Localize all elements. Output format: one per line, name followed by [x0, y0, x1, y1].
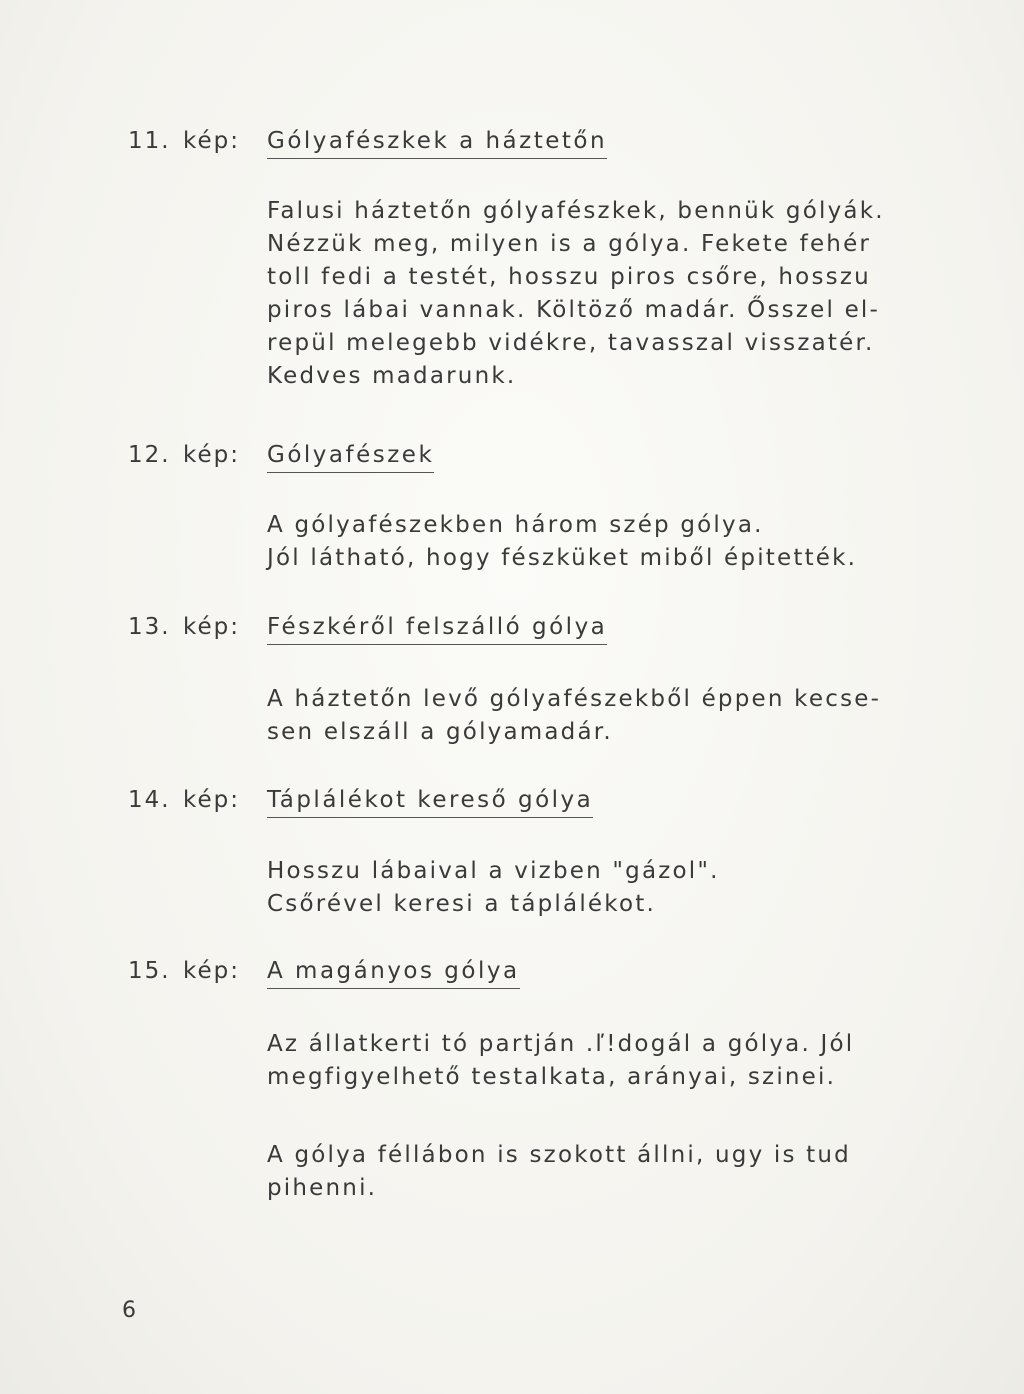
- entry-number: 14.: [128, 787, 171, 813]
- description-line: piros lábai vannak. Költöző madár. Ősszel el-: [267, 297, 881, 323]
- entry-label: kép:: [183, 128, 240, 154]
- page-number: 6: [122, 1298, 136, 1323]
- description-line: Az állatkerti tó partján .ľ!dogál a gólya. Jól: [267, 1031, 855, 1057]
- entry-number: 12.: [128, 442, 171, 468]
- entry-description: [267, 195, 907, 393]
- entry-label: kép:: [183, 787, 240, 813]
- entry-number: 13.: [128, 614, 171, 640]
- description-line: Kedves madarunk.: [267, 363, 517, 389]
- entry-title: Táplálékot kereső gólya: [267, 787, 593, 818]
- description-line-spacer: [267, 1094, 907, 1139]
- description-line: pihenni.: [267, 1175, 378, 1201]
- description-line: sen elszáll a gólyamadár.: [267, 719, 613, 745]
- description-line: Falusi háztetőn gólyafészkek, bennük gólyák.: [267, 198, 885, 224]
- description-line: Csőrével keresi a táplálékot.: [267, 891, 656, 917]
- description-line: A háztetőn levő gólyafészekből éppen kecse-: [267, 686, 882, 712]
- entry-label: kép:: [183, 958, 240, 984]
- entry-description: [267, 1028, 907, 1205]
- entry-number: 15.: [128, 958, 171, 984]
- entry-title: A magányos gólya: [267, 958, 520, 989]
- entry-label: kép:: [183, 614, 240, 640]
- entry-title: Gólyafészek: [267, 442, 434, 473]
- entry-number: 11.: [128, 128, 171, 154]
- description-line: repül melegebb vidékre, tavasszal visszatér.: [267, 330, 875, 356]
- entry-description: [267, 509, 907, 575]
- description-line: Jól látható, hogy fészküket miből épitették.: [267, 545, 858, 571]
- entry-title: Gólyafészkek a háztetőn: [267, 128, 607, 159]
- entry-label: kép:: [183, 442, 240, 468]
- entry-description: [267, 683, 907, 749]
- description-line: toll fedi a testét, hosszu piros csőre, hosszu: [267, 264, 871, 290]
- description-line: Hosszu lábaival a vizben "gázol".: [267, 858, 720, 884]
- entry-title: Fészkéről felszálló gólya: [267, 614, 607, 645]
- description-line: A gólyafészekben három szép gólya.: [267, 512, 764, 538]
- description-line: A gólya féllábon is szokott állni, ugy is tud: [267, 1142, 851, 1168]
- description-line: Nézzük meg, milyen is a gólya. Fekete fehér: [267, 231, 872, 257]
- description-line: megfigyelhető testalkata, arányai, szinei.: [267, 1064, 837, 1090]
- entry-description: [267, 855, 907, 921]
